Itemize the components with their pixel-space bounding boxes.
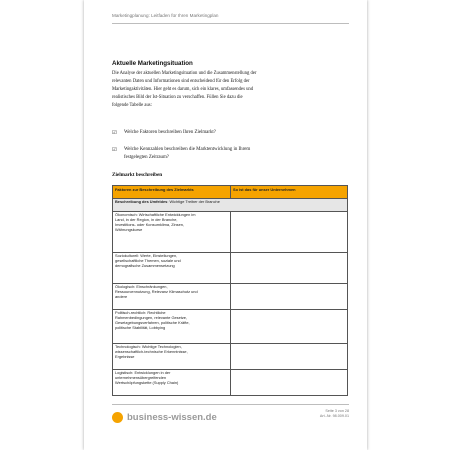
- document-page: [84, 0, 367, 450]
- footer-divider: [112, 404, 349, 405]
- question-text: [124, 146, 322, 162]
- answer-cell[interactable]: [231, 369, 348, 395]
- table-row: [113, 283, 348, 309]
- brand-logo: [112, 412, 217, 423]
- page-number: Seite 3 von 28: [325, 409, 349, 413]
- header-divider: [112, 23, 349, 24]
- factor-cell: Logistisch: Entwicklungen in der unternehmensübergreifenden Wertschöpfungskette (Supply Chain): [113, 369, 231, 395]
- factor-cell: Technologisch: Wichtige Technologien, wissenschaftlich-technische Erkenntnisse, Ergebnisse: [113, 343, 231, 369]
- factor-cell: Soziokulturell: Werte, Einstellungen, gesellschaftliche Themen, soziale und demografische Zusammensetzung: [113, 252, 231, 283]
- table-header-row: [113, 186, 348, 199]
- table-subheader-cell: Beschreibung des Umfeldes: Wichtige Treiber der Branche: [113, 198, 348, 211]
- table-row: [113, 343, 348, 369]
- page-header: Marketingplanung: Leitfaden für Ihren Marketingplan: [112, 13, 219, 18]
- intro-line: relevanten Daten und Informationen sind entscheidend für den Erfolg der: [112, 79, 250, 85]
- table-row: [113, 369, 348, 395]
- checkbox-icon: ☑: [112, 130, 117, 136]
- intro-line: folgende Tabelle aus:: [112, 103, 152, 109]
- section-title: Aktuelle Marketingsituation: [112, 60, 193, 67]
- factor-cell: Ökologisch: Einschränkungen, Ressourcennutzung, Relevanz Klimaschutz und andere: [113, 283, 231, 309]
- table-header-cell: Faktoren zur Beschreibung des Zielmarkts: [113, 186, 231, 199]
- intro-line: Marketingaktivitäten. Hier geht es darum, sich ein klares, umfassendes und: [112, 87, 254, 93]
- intro-line: Die Analyse der aktuellen Marketingsituation und die Zusammenstellung der: [112, 71, 257, 76]
- article-number: Art.-Nr. 98.009.01: [319, 414, 349, 419]
- table-title: Zielmarkt beschreiben: [112, 172, 163, 178]
- question-text: [124, 129, 322, 137]
- table-row: [113, 211, 348, 252]
- factor-cell: Politisch-rechtlich: Rechtliche Rahmenbedingungen, relevante Gesetze, Gesetzgebungsverfahren, politische Kräfte, politische Stabilität, Lobbying: [113, 309, 231, 343]
- table-header-cell: So ist das für unser Unternehmen: [231, 186, 348, 199]
- answer-cell[interactable]: [231, 211, 348, 252]
- question-line: Welche Faktoren beschreiben Ihren Zielmarkt?: [124, 130, 216, 135]
- table-row: [113, 252, 348, 283]
- question-line: festgelegten Zeitraum?: [124, 155, 169, 160]
- target-market-table: [112, 185, 348, 396]
- intro-paragraph: [112, 70, 280, 110]
- logo-dot-icon: [112, 412, 123, 423]
- logo-text: business-wissen.de: [127, 412, 217, 423]
- answer-cell[interactable]: [231, 252, 348, 283]
- checkbox-icon: ☑: [112, 147, 117, 153]
- answer-cell[interactable]: [231, 309, 348, 343]
- table-row: [113, 309, 348, 343]
- answer-cell[interactable]: [231, 283, 348, 309]
- factor-cell: Ökonomisch: Wirtschaftliche Entwicklungen im Land, in der Region, in der Branche, Investitions- oder Konsumklima, Zinsen, Währungskurse: [113, 211, 231, 252]
- table-subheader-row: [113, 198, 348, 211]
- page-meta: [320, 409, 349, 420]
- answer-cell[interactable]: [231, 343, 348, 369]
- intro-line: realistisches Bild der Ist-Situation zu verschaffen. Füllen Sie dazu die: [112, 95, 243, 101]
- question-line: Welche Kennzahlen beschreiben die Marktentwicklung in Ihrem: [124, 147, 251, 152]
